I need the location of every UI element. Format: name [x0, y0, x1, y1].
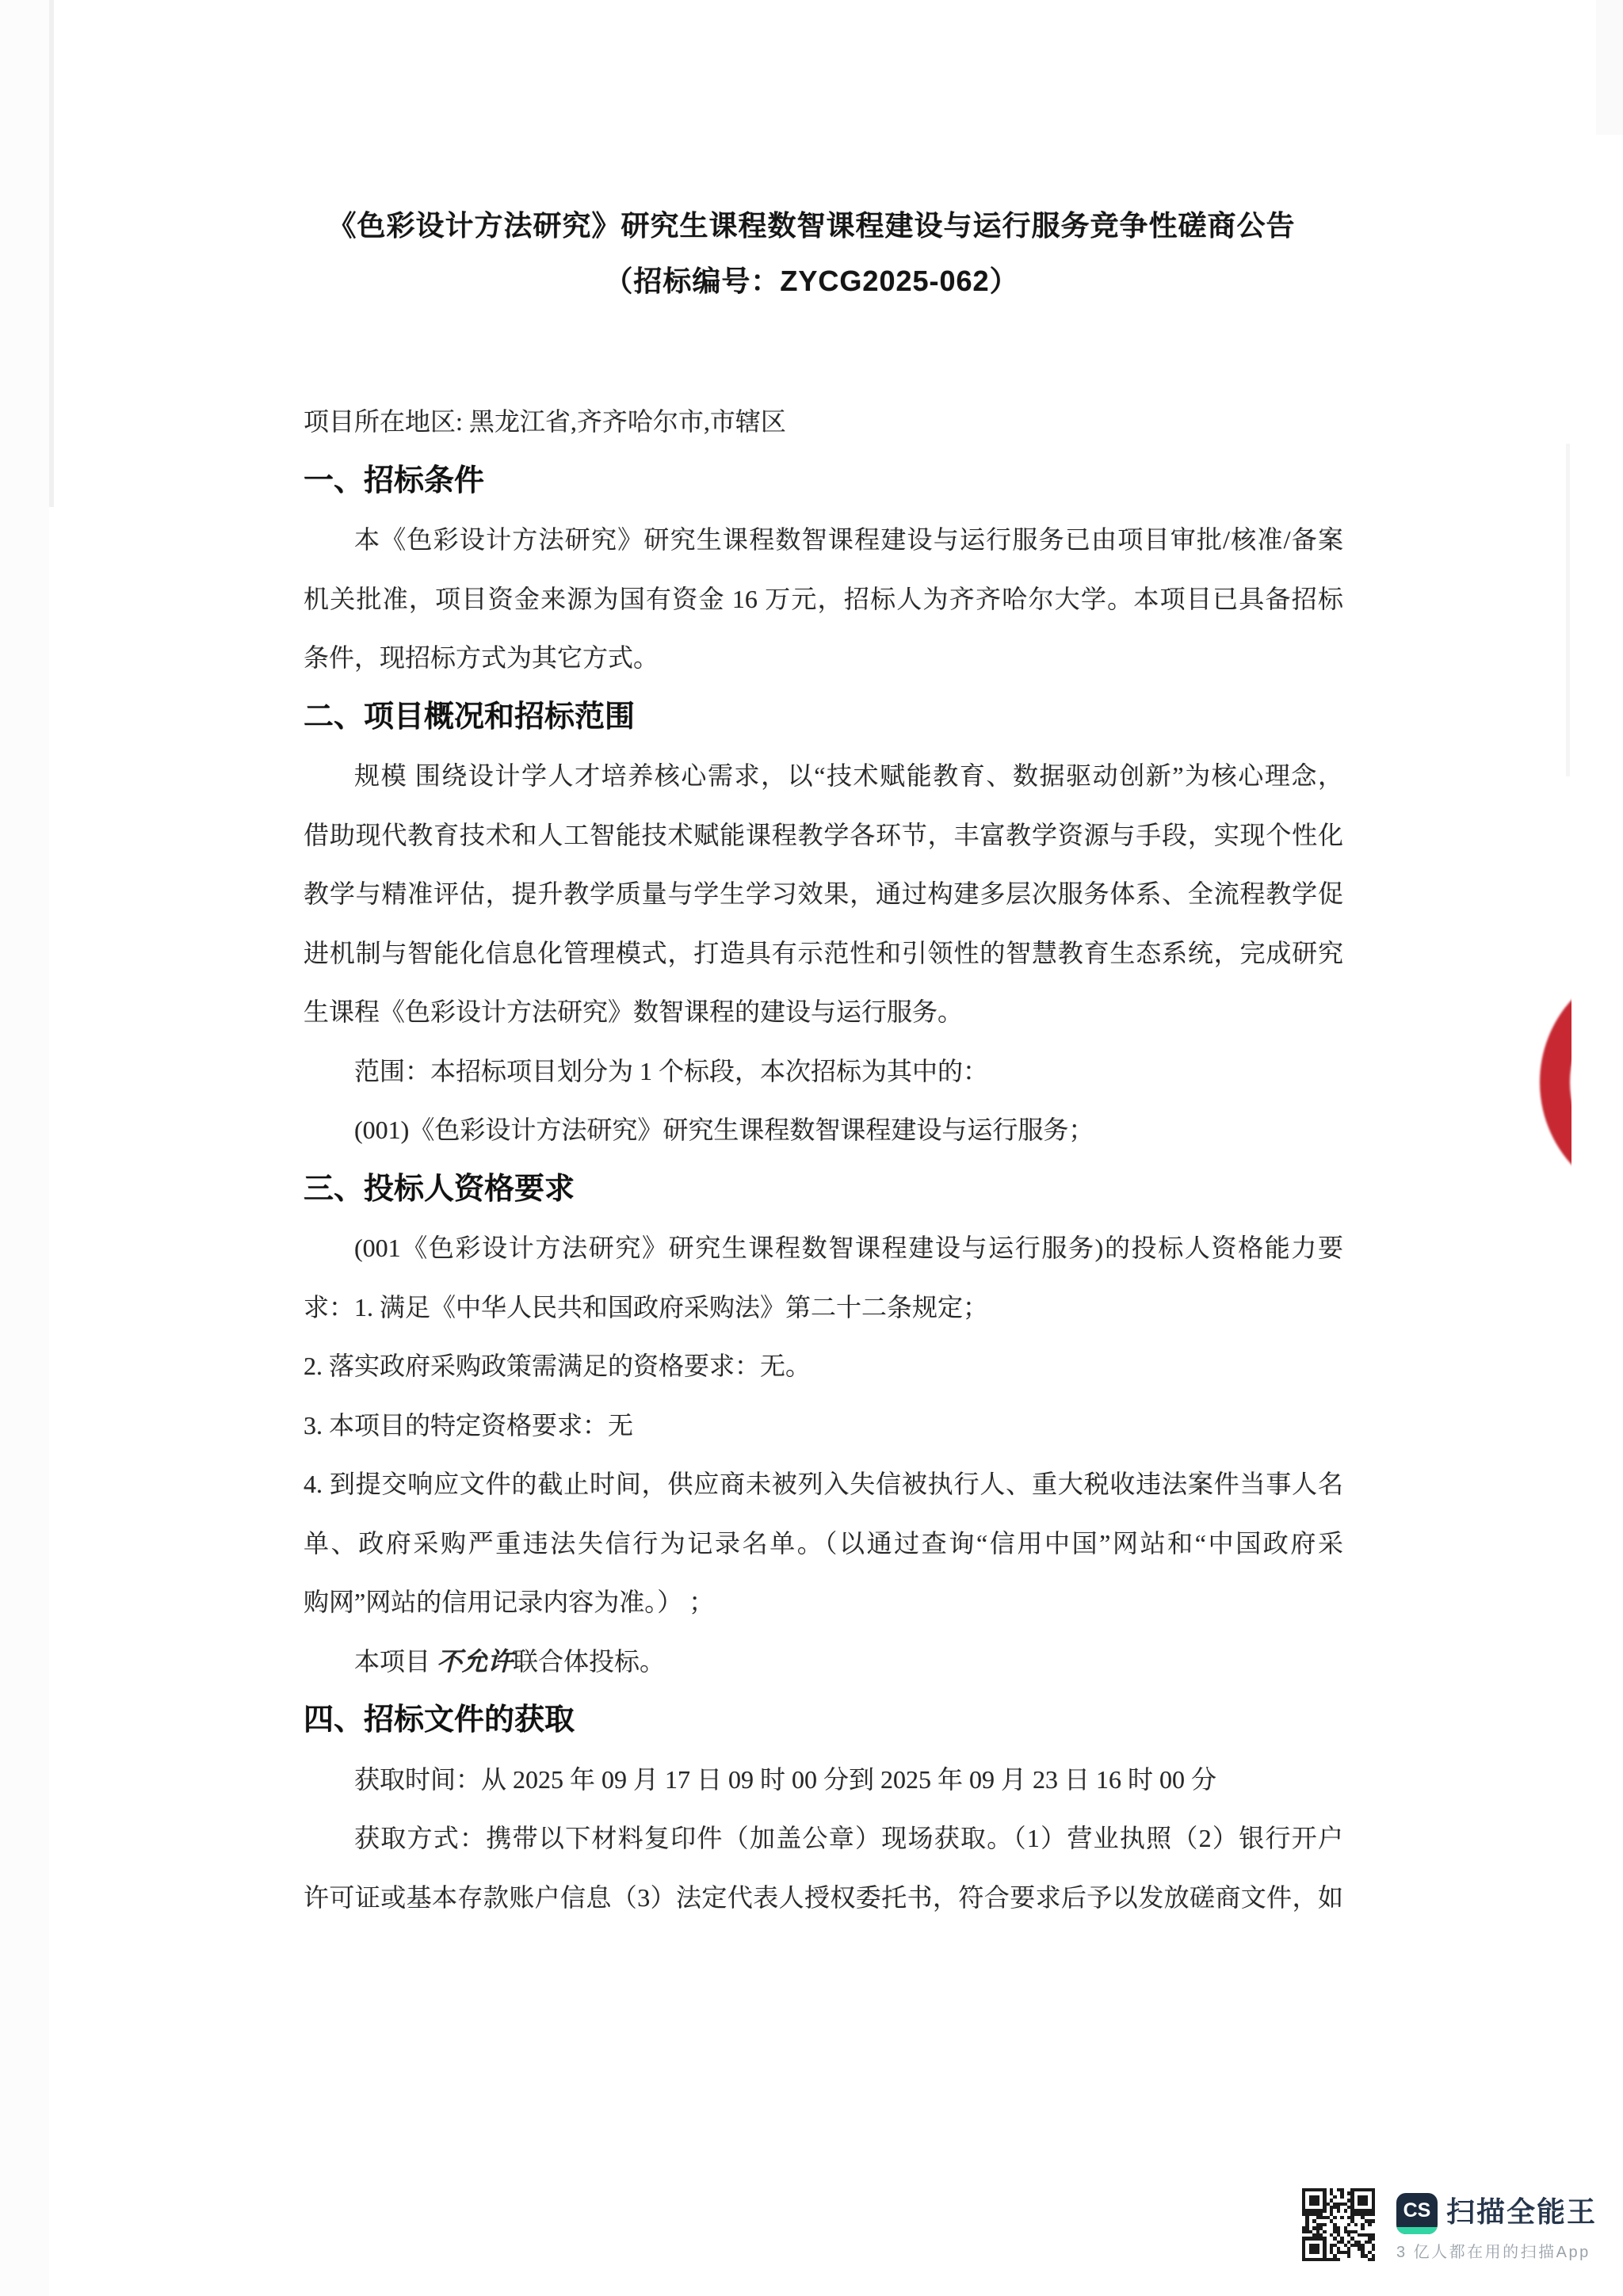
section-heading: 二、项目概况和招标范围	[304, 700, 636, 734]
camscanner-logo-letters: CS	[1403, 2199, 1431, 2222]
paragraph-line: 单、政府采购严重违法失信行为记录名单。（以通过查询“信用中国”网站和“中国政府采	[304, 1528, 1343, 1558]
document-body	[0, 198, 1623, 1927]
paragraph-line: (001)《色彩设计方法研究》研究生课程数智课程建设与运行服务；	[354, 1116, 1094, 1144]
section-heading: 一、招标条件	[304, 463, 485, 498]
paragraph-line: 教学与精准评估，提升教学质量与学生学习效果，通过构建多层次服务体系、全流程教学促	[304, 879, 1343, 908]
paragraph-line: 借助现代教育技术和人工智能技术赋能课程教学各环节，丰富教学资源与手段，实现个性化	[304, 820, 1343, 849]
plain-text: 联合体投标。	[513, 1646, 666, 1676]
paragraph-line: 机关批准，项目资金来源为国有资金 16 万元，招标人为齐齐哈尔大学。本项目已具备招标	[304, 584, 1343, 613]
paragraph-line: 3. 本项目的特定资格要求：无	[304, 1410, 634, 1440]
paragraph-line: 2. 落实政府采购政策需满足的资格要求：无。	[304, 1352, 812, 1380]
paragraph-line: 购网”网站的信用记录内容为准。） ；	[304, 1588, 715, 1616]
paragraph-line: 条件，现招标方式为其它方式。	[304, 643, 659, 672]
paragraph-line: 求：1. 满足《中华人民共和国政府采购法》第二十二条规定；	[304, 1292, 989, 1322]
section-heading: 三、投标人资格要求	[304, 1172, 575, 1206]
paragraph-line: 进机制与智能化信息化管理模式，打造具有示范性和引领性的智慧教育生态系统，完成研究	[304, 938, 1343, 967]
paragraph-line: 获取时间：从 2025 年 09 月 17 日 09 时 00 分到 2025 年 09 月 23 日 16 时 00 分	[354, 1764, 1217, 1794]
paragraph-line: 获取方式：携带以下材料复印件（加盖公章）现场获取。（1）营业执照（2）银行开户	[354, 1824, 1343, 1852]
paragraph-line: (001《色彩设计方法研究》研究生课程数智课程建设与运行服务)的投标人资格能力要	[354, 1234, 1343, 1262]
document-title-line2: （招标编号：ZYCG2025-062）	[604, 265, 1019, 297]
scan-edge-shadow-right	[1596, 0, 1623, 135]
paragraph-line: 范围：本招标项目划分为 1 个标段，本次招标为其中的：	[354, 1056, 989, 1085]
qr-code	[1302, 2188, 1375, 2261]
document-title-line1: 《色彩设计方法研究》研究生课程数智课程建设与运行服务竞争性磋商公告	[327, 209, 1296, 242]
paragraph-line: 项目所在地区: 黑龙江省,齐齐哈尔市,市辖区	[304, 407, 786, 436]
paragraph-line: 4. 到提交响应文件的截止时间，供应商未被列入失信被执行人、重大税收违法案件当事人名	[304, 1470, 1343, 1498]
section-heading: 四、招标文件的获取	[304, 1703, 575, 1737]
paragraph-line	[304, 1632, 1343, 1691]
camscanner-brand-text: 扫描全能王	[1446, 2195, 1598, 2228]
paragraph-line: 许可证或基本存款账户信息（3）法定代表人授权委托书，符合要求后予以发放磋商文件，如	[304, 1882, 1343, 1912]
paragraph-line: 生课程《色彩设计方法研究》数智课程的建设与运行服务。	[304, 997, 964, 1026]
paragraph-line: 规模 围绕设计学人才培养核心需求，以“技术赋能教育、数据驱动创新”为核心理念，	[354, 761, 1343, 790]
camscanner-logo-green-bar	[1396, 2227, 1438, 2234]
camscanner-logo	[1396, 2193, 1438, 2234]
emphasized-text: 不允许	[437, 1646, 514, 1676]
paragraph-line: 本《色彩设计方法研究》研究生课程数智课程建设与运行服务已由项目审批/核准/备案	[354, 525, 1343, 554]
document-flow	[304, 392, 1343, 1927]
plain-text: 本项目	[354, 1646, 437, 1676]
camscanner-tagline: 3 亿人都在用的扫描App	[1396, 2244, 1591, 2261]
